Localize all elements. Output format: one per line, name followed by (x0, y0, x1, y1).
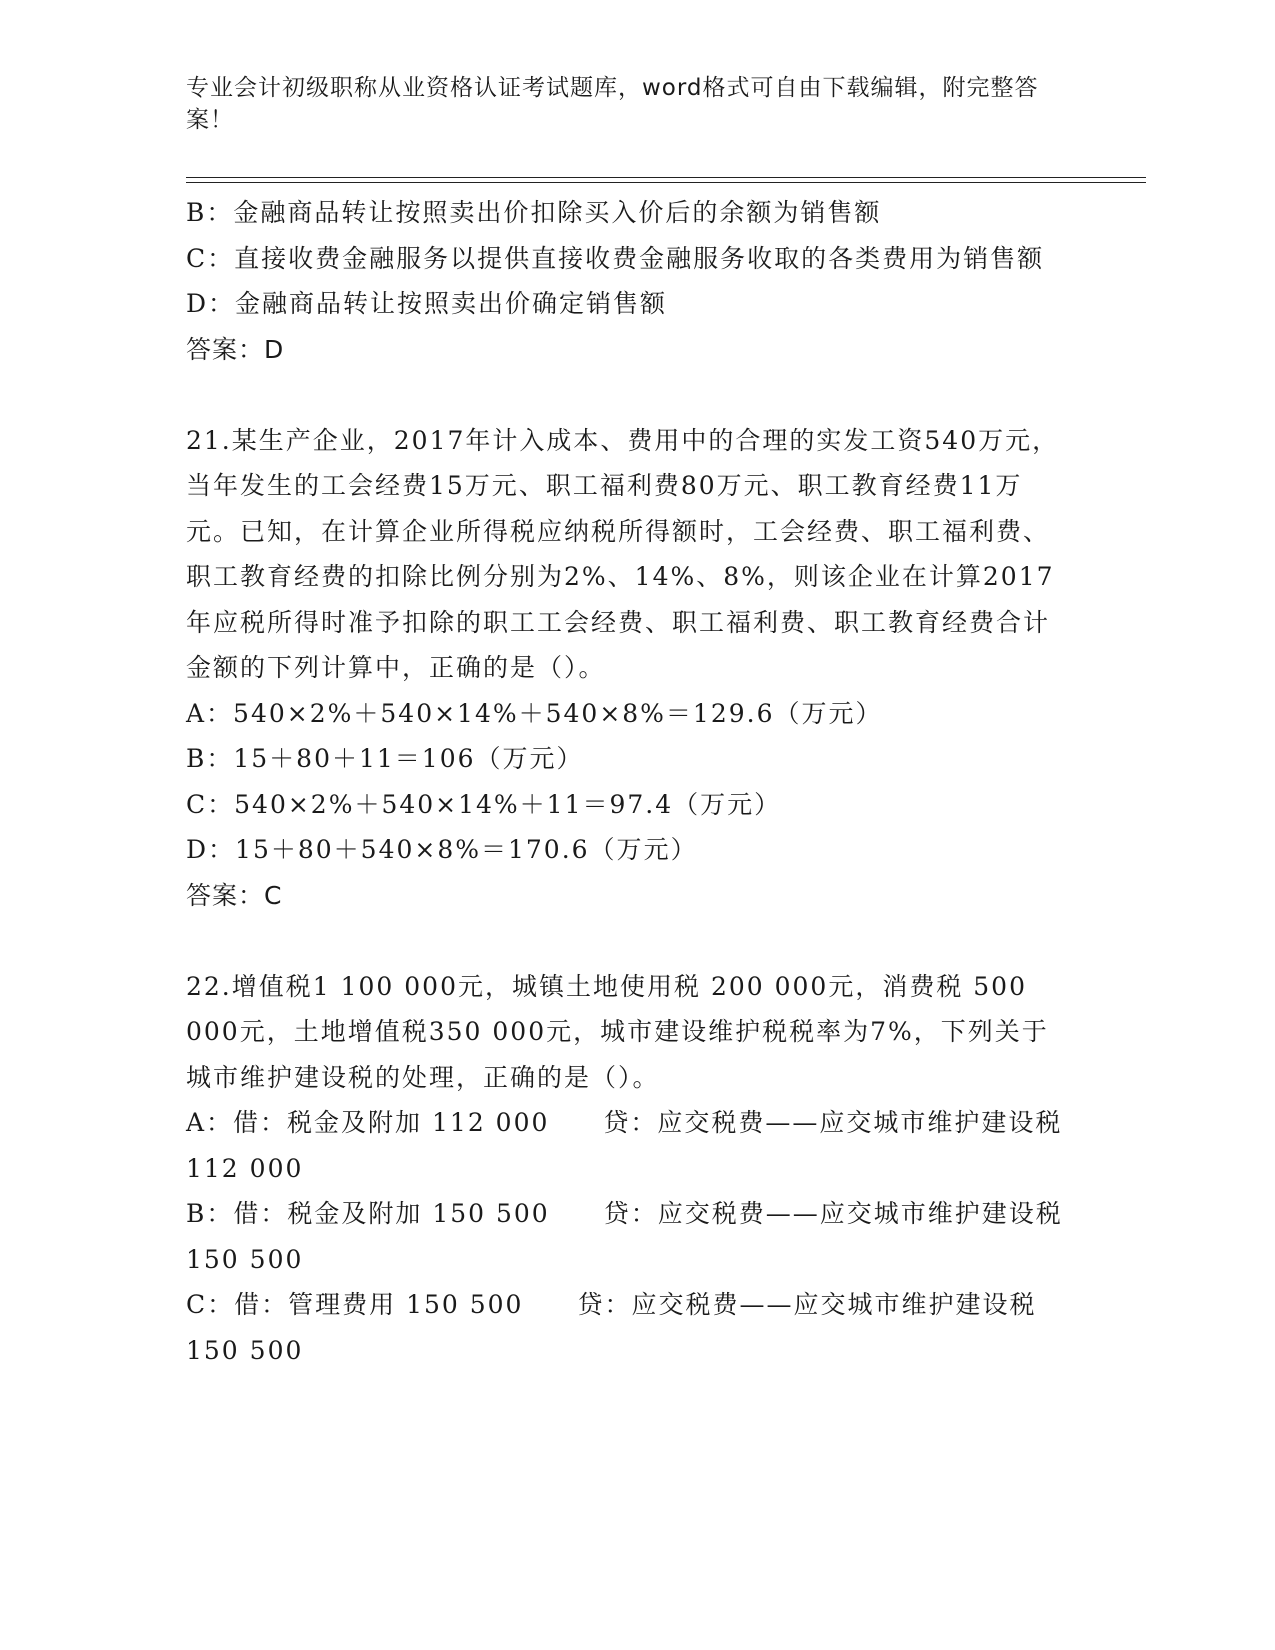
question-20-block (186, 190, 1066, 372)
q21-option-d: D：15＋80＋540×8%＝170.6（万元） (186, 835, 698, 864)
q20-option-d: D：金融商品转让按照卖出价确定销售额 (186, 289, 668, 318)
question-21-block (186, 418, 1066, 919)
page-header: 专业会计初级职称从业资格认证考试题库，word格式可自由下载编辑，附完整答案！ (186, 75, 1039, 133)
q21-option-b: B：15＋80＋11＝106（万元） (186, 744, 584, 773)
q20-answer: 答案：D (186, 334, 285, 364)
header-divider-bottom (186, 182, 1146, 183)
question-content (186, 190, 1066, 1373)
header-divider-top (186, 177, 1146, 178)
q22-option-a: A：借：税金及附加 112 000 贷：应交税费——应交城市维护建设税112 000 (186, 1108, 1063, 1183)
q21-option-a: A：540×2%＋540×14%＋540×8%＝129.6（万元） (186, 698, 883, 728)
spacer (186, 372, 1066, 418)
q22-option-c: C：借：管理费用 150 500 贷：应交税费——应交城市维护建设税150 500 (186, 1290, 1037, 1365)
question-22-block (186, 964, 1066, 1374)
q21-answer: 答案：C (186, 880, 283, 910)
q22-stem: 22.增值税1 100 000元，城镇土地使用税 200 000元，消费税 500 000元，土地增值税350 000元，城市建设维护税税率为7%，下列关于城市维护建设税的处理，正确的是（）。 (186, 971, 1049, 1092)
q21-option-c: C：540×2%＋540×14%＋11＝97.4（万元） (186, 789, 782, 819)
q20-option-c: C：直接收费金融服务以提供直接收费金融服务收取的各类费用为销售额 (186, 243, 1045, 273)
q20-option-b: B：金融商品转让按照卖出价扣除买入价后的余额为销售额 (186, 198, 882, 227)
spacer (186, 918, 1066, 964)
q22-option-b: B：借：税金及附加 150 500 贷：应交税费——应交城市维护建设税150 500 (186, 1199, 1063, 1274)
q21-stem: 21.某生产企业，2017年计入成本、费用中的合理的实发工资540万元，当年发生的工会经费15万元、职工福利费80万元、职工教育经费11万元。已知，在计算企业所得税应纳税所得额时，工会经费、职工福利费、职工教育经费的扣除比例分别为2%、14%、8%，则该企业在计算2017年应税所得时准予扣除的职工工会经费、职工福利费、职工教育经费合计金额的下列计算中，正确的是（）。 (186, 425, 1060, 682)
